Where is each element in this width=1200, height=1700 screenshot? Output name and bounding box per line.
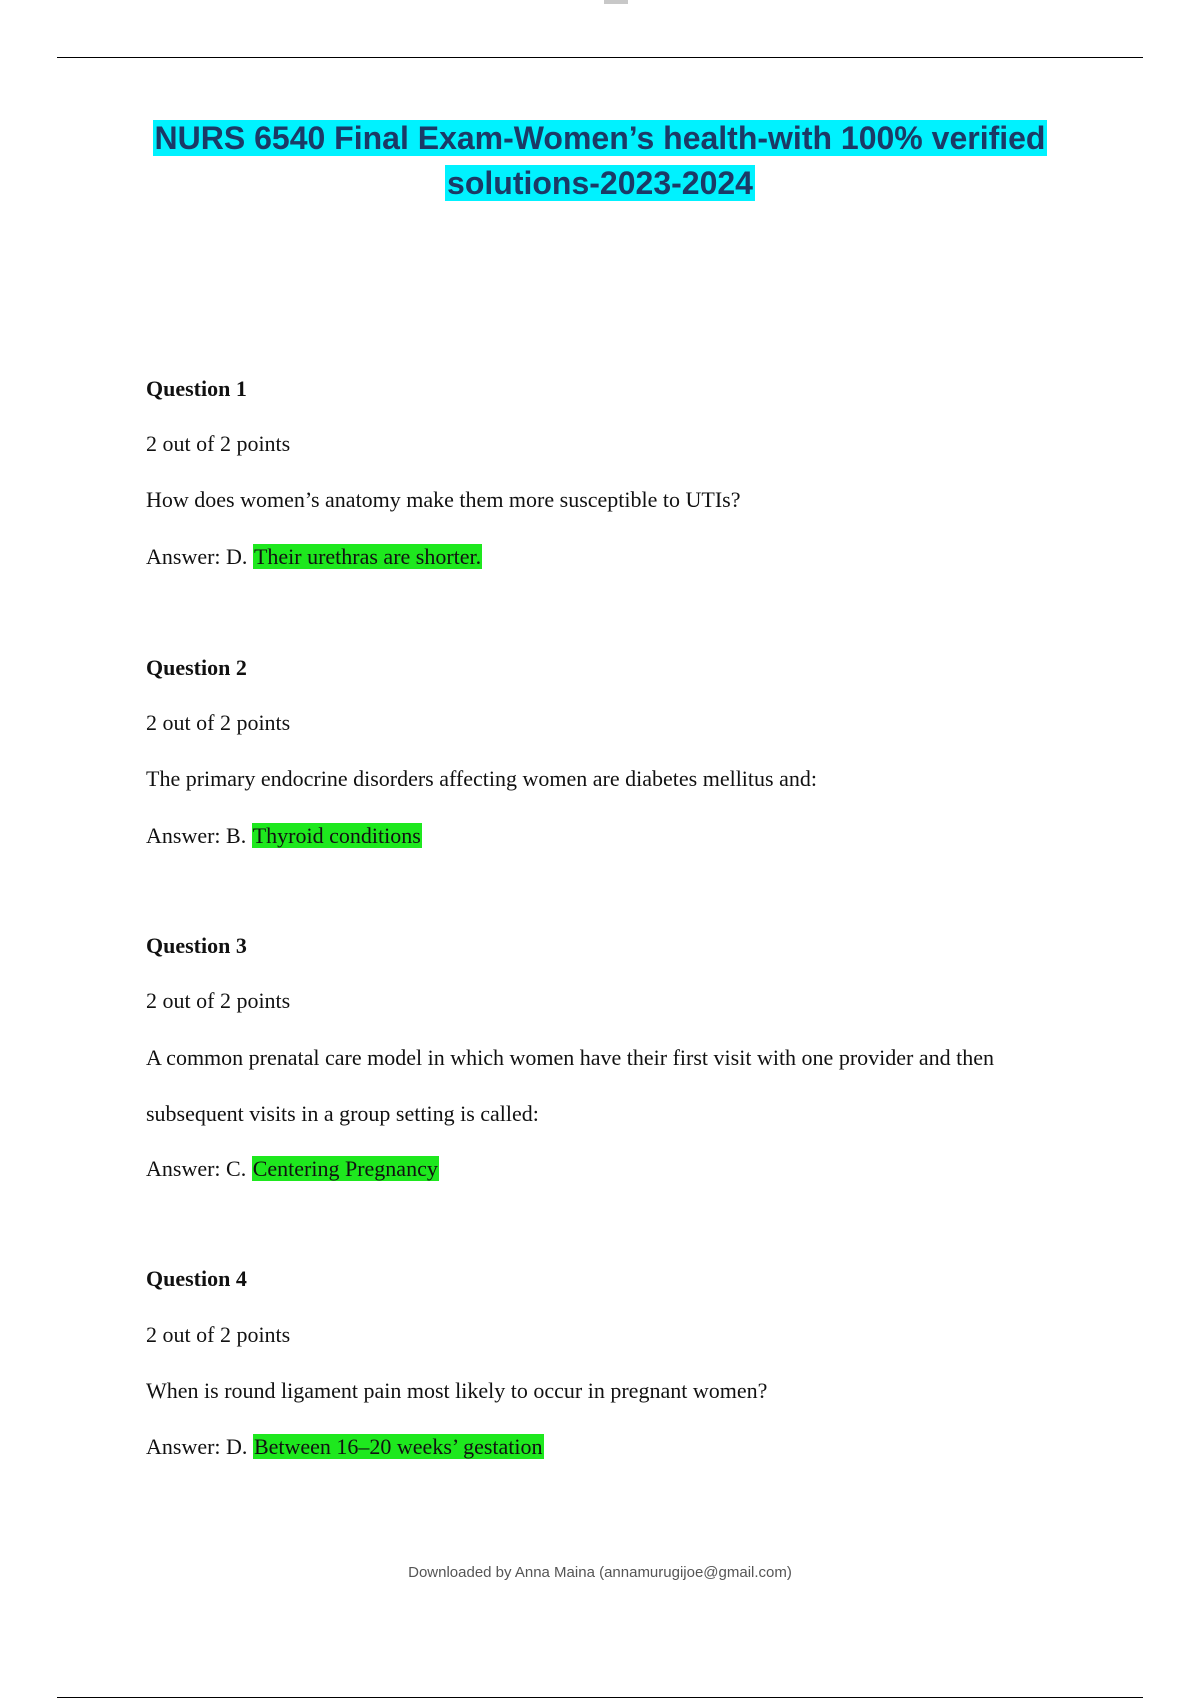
answer-prefix: Answer: D. (146, 1434, 248, 1459)
question-4-answer (146, 1434, 544, 1460)
answer-highlight: Thyroid conditions (252, 823, 421, 848)
answer-highlight: Between 16–20 weeks’ gestation (253, 1434, 543, 1459)
footer-rule (57, 1697, 1143, 1698)
question-2-heading: Question 2 (146, 655, 247, 680)
answer-prefix: Answer: C. (146, 1156, 247, 1181)
question-2-points: 2 out of 2 points (146, 710, 291, 735)
question-3-answer (146, 1156, 439, 1182)
question-3-points: 2 out of 2 points (146, 988, 291, 1013)
answer-prefix: Answer: D. (146, 544, 248, 569)
question-4-points: 2 out of 2 points (146, 1322, 291, 1347)
question-2-text: The primary endocrine disorders affecting women are diabetes mellitus and: (146, 766, 817, 791)
title-line-2: solutions-2023-2024 (447, 165, 753, 201)
question-1-points: 2 out of 2 points (146, 431, 291, 456)
question-4-text: When is round ligament pain most likely to occur in pregnant women? (146, 1378, 768, 1403)
question-1-text: How does women’s anatomy make them more susceptible to UTIs? (146, 487, 741, 512)
page-top-marker (604, 0, 628, 4)
question-3-heading: Question 3 (146, 933, 247, 958)
question-1-answer (146, 544, 482, 570)
answer-prefix: Answer: B. (146, 823, 247, 848)
title-line-1: NURS 6540 Final Exam-Women’s health-with 100% verified (154, 120, 1046, 156)
question-4-heading: Question 4 (146, 1266, 247, 1291)
question-1-heading: Question 1 (146, 376, 247, 401)
answer-highlight: Centering Pregnancy (252, 1156, 438, 1181)
question-2-answer (146, 823, 422, 849)
header-rule (57, 57, 1143, 58)
question-3-text: A common prenatal care model in which women have their first visit with one provider and then subsequent visits in a group setting is called: (146, 1045, 994, 1126)
answer-highlight: Their urethras are shorter. (253, 544, 482, 569)
document-title (57, 116, 1143, 206)
download-footer: Downloaded by Anna Maina (annamurugijoe@gmail.com) (408, 1564, 792, 1581)
